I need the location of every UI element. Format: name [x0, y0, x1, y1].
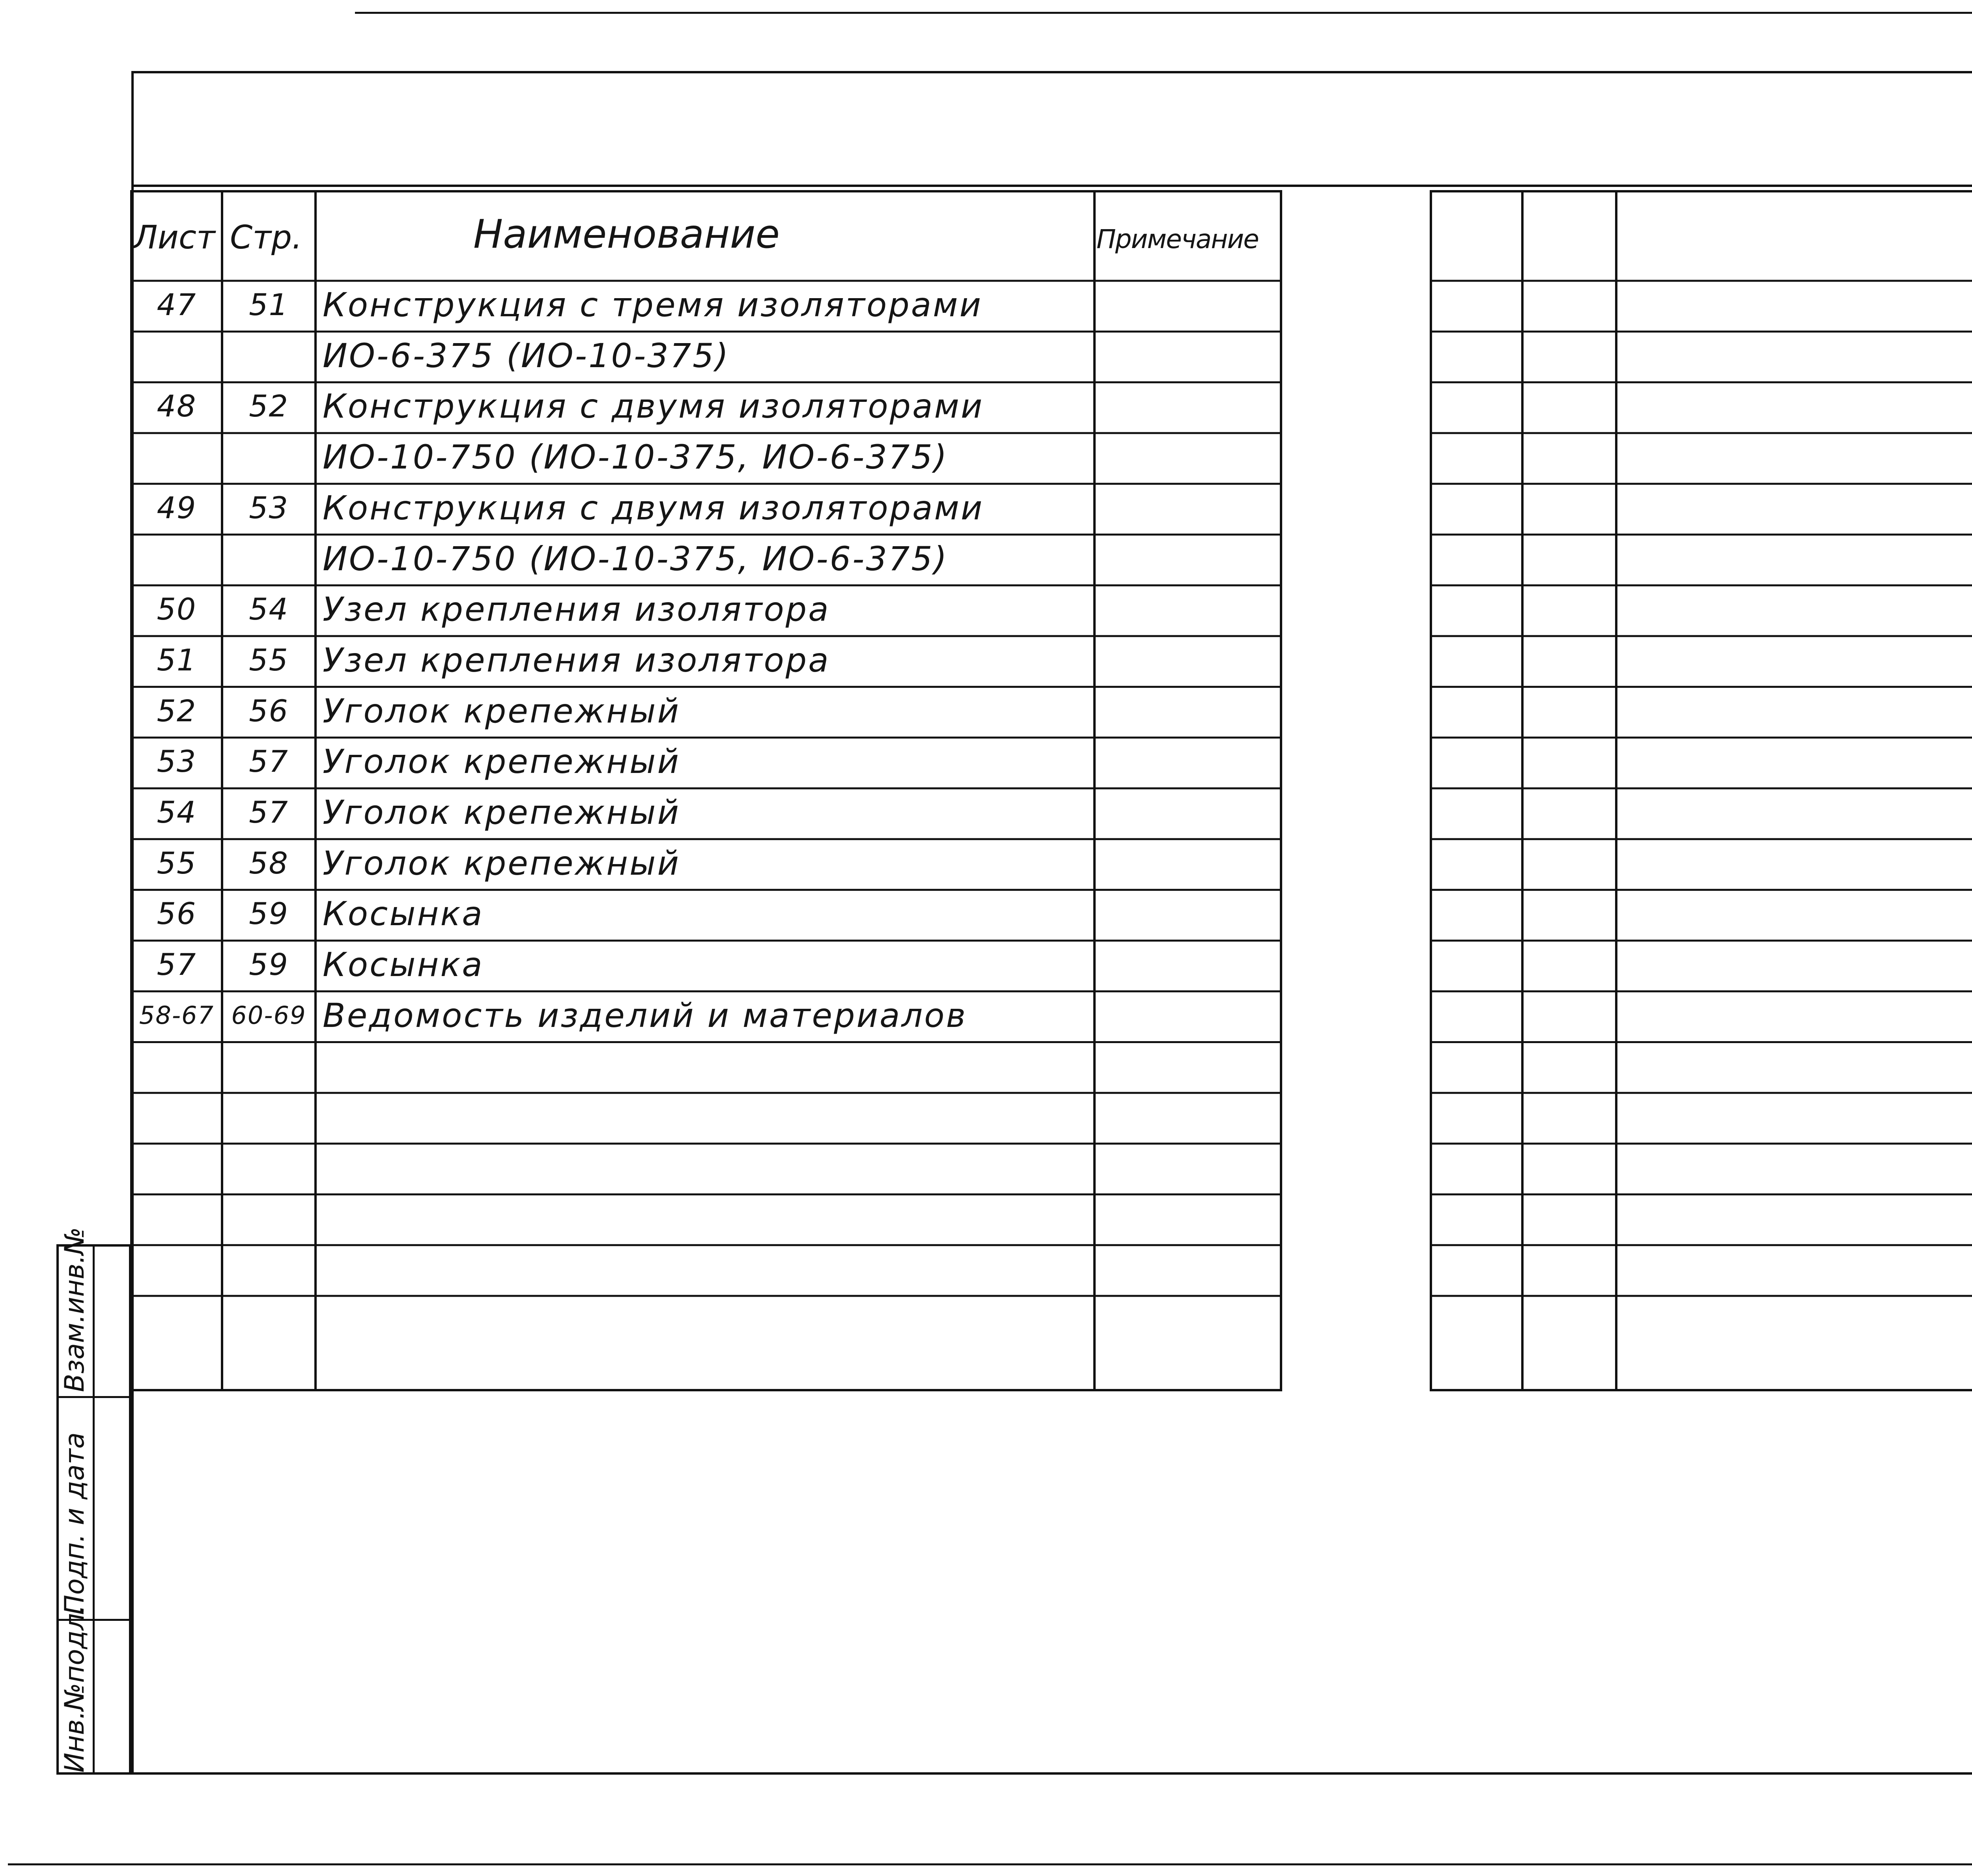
row-sheet-number: 57 [157, 947, 197, 982]
row-page-number [222, 1042, 316, 1093]
row-item-name: Ведомость изделий и материалов [323, 996, 967, 1035]
row-page-number: 57 [249, 744, 289, 779]
table-row [131, 332, 1281, 383]
table-row [131, 788, 1281, 839]
row-item-name [323, 1144, 1092, 1195]
row-page-number: 55 [249, 642, 289, 678]
row-page-number: 52 [249, 388, 289, 424]
row-item-name: Косынка [323, 894, 484, 933]
table-row [131, 991, 1281, 1042]
row-item-name [323, 1245, 1092, 1296]
row-note [1098, 1093, 1279, 1144]
row-note [1098, 281, 1279, 332]
row-sheet-number [131, 1093, 222, 1144]
row-item-name: Уголок крепежный [323, 691, 681, 730]
table-row [131, 737, 1281, 788]
row-item-name [323, 1195, 1092, 1245]
row-page-number [222, 1296, 316, 1347]
stamp-label-sign-date: Подп. и дата [59, 1432, 90, 1615]
row-item-name: Уголок крепежный [323, 742, 681, 781]
row-sheet-number [131, 433, 222, 484]
row-note [1098, 890, 1279, 941]
row-item-name: Узел крепления изолятора [323, 590, 830, 629]
table-row [131, 433, 1281, 484]
table-row [131, 1042, 1281, 1093]
stamp-label-replace-inv: Взам.инв.№ [59, 1227, 90, 1392]
table-row [131, 1195, 1281, 1245]
row-page-number [222, 1144, 316, 1195]
row-item-name: Конструкция с тремя изоляторами [323, 286, 983, 324]
table-row [131, 839, 1281, 890]
table-row [131, 1296, 1281, 1347]
row-item-name: ИО-6-375 (ИО-10-375) [323, 336, 730, 375]
row-page-number: 56 [249, 693, 289, 728]
row-item-name [323, 1296, 1092, 1347]
row-item-name: Уголок крепежный [323, 793, 681, 832]
row-item-name [323, 1093, 1092, 1144]
row-page-number [222, 535, 316, 586]
row-page-number: 60-69 [231, 1001, 306, 1030]
row-sheet-number: 48 [157, 388, 197, 424]
header-name: Наименование [473, 211, 780, 257]
row-note [1098, 941, 1279, 991]
row-sheet-number: 58-67 [139, 1001, 215, 1030]
row-sheet-number: 50 [157, 592, 197, 627]
row-note [1098, 585, 1279, 636]
row-note [1098, 1195, 1279, 1245]
table-row [131, 941, 1281, 991]
row-note [1098, 1296, 1279, 1347]
row-page-number: 57 [249, 795, 289, 830]
row-note [1098, 433, 1279, 484]
table-row [131, 1093, 1281, 1144]
row-note [1098, 382, 1279, 433]
row-page-number [222, 332, 316, 383]
row-page-number: 59 [249, 896, 289, 931]
stamp-label-original-inv: Инв.№подл. [59, 1605, 90, 1773]
row-note [1098, 1042, 1279, 1093]
row-page-number [222, 1245, 316, 1296]
row-note [1098, 737, 1279, 788]
table-row [131, 1144, 1281, 1195]
row-item-name [323, 1042, 1092, 1093]
table-row [131, 585, 1281, 636]
row-sheet-number [131, 535, 222, 586]
row-sheet-number [131, 332, 222, 383]
header-note: Примечание [1096, 224, 1259, 254]
table-row [131, 687, 1281, 738]
row-sheet-number [131, 1144, 222, 1195]
row-page-number: 59 [249, 947, 289, 982]
row-note [1098, 636, 1279, 687]
row-note [1098, 1245, 1279, 1296]
row-sheet-number: 54 [157, 795, 197, 830]
row-note [1098, 1144, 1279, 1195]
row-note [1098, 535, 1279, 586]
row-sheet-number: 56 [157, 896, 197, 931]
row-item-name: Уголок крепежный [323, 844, 681, 883]
row-sheet-number: 53 [157, 744, 197, 779]
row-sheet-number [131, 1296, 222, 1347]
row-item-name: Косынка [323, 945, 484, 984]
row-page-number: 53 [249, 490, 289, 525]
row-sheet-number: 51 [157, 642, 197, 678]
row-sheet-number [131, 1042, 222, 1093]
row-note [1098, 839, 1279, 890]
table-row [131, 484, 1281, 535]
row-item-name: ИО-10-750 (ИО-10-375, ИО-6-375) [323, 438, 949, 477]
row-sheet-number: 55 [157, 845, 197, 881]
table-row [131, 535, 1281, 586]
table-row [131, 890, 1281, 941]
row-item-name: Конструкция с двумя изоляторами [323, 387, 984, 426]
row-note [1098, 991, 1279, 1042]
row-sheet-number: 47 [157, 287, 197, 322]
row-page-number: 58 [249, 845, 289, 881]
row-sheet-number [131, 1195, 222, 1245]
row-note [1098, 788, 1279, 839]
header-sheet: Лист [133, 219, 215, 256]
row-sheet-number: 49 [157, 490, 197, 525]
row-page-number [222, 1093, 316, 1144]
row-item-name: Узел крепления изолятора [323, 640, 830, 679]
row-note [1098, 484, 1279, 535]
row-item-name: Конструкция с двумя изоляторами [323, 488, 984, 527]
row-page-number: 51 [249, 287, 289, 322]
row-note [1098, 687, 1279, 738]
table-row [131, 382, 1281, 433]
row-sheet-number: 52 [157, 693, 197, 728]
row-page-number [222, 1195, 316, 1245]
table-row [131, 636, 1281, 687]
row-item-name: ИО-10-750 (ИО-10-375, ИО-6-375) [323, 539, 949, 578]
header-page: Стр. [230, 219, 303, 256]
table-row [131, 1245, 1281, 1296]
table-row [131, 281, 1281, 332]
row-page-number [222, 433, 316, 484]
row-page-number: 54 [249, 592, 289, 627]
row-sheet-number [131, 1245, 222, 1296]
row-note [1098, 332, 1279, 383]
